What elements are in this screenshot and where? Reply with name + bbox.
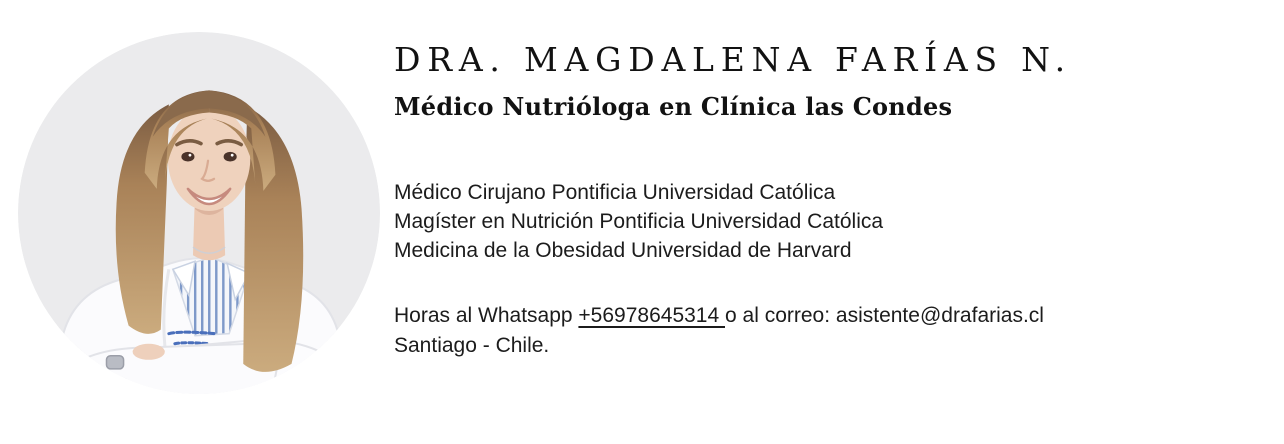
contact-prefix: Horas al Whatsapp [394,304,579,327]
contact-block [394,301,1254,361]
avatar [18,32,380,394]
whatsapp-phone-link[interactable]: +56978645314 [578,304,725,327]
contact-line [394,301,1254,331]
contact-connector: o al correo: [725,304,836,327]
doctor-name-heading: DRA. MAGDALENA FARÍAS N. [394,40,1072,79]
doctor-photo-illustration [18,32,380,394]
doctor-specialty: Médico Nutrióloga en Clínica las Condes [394,92,953,121]
credential-line: Médico Cirujano Pontificia Universidad Católica [394,181,836,204]
profile-text-column [394,41,1254,361]
location-text: Santiago - Chile. [394,334,550,357]
credentials-list [394,178,1254,265]
credential-line: Magíster en Nutrición Pontificia Universidad Católica [394,210,884,233]
email-address: asistente@drafarias.cl [835,304,1044,327]
credential-line: Medicina de la Obesidad Universidad de Harvard [394,239,852,262]
